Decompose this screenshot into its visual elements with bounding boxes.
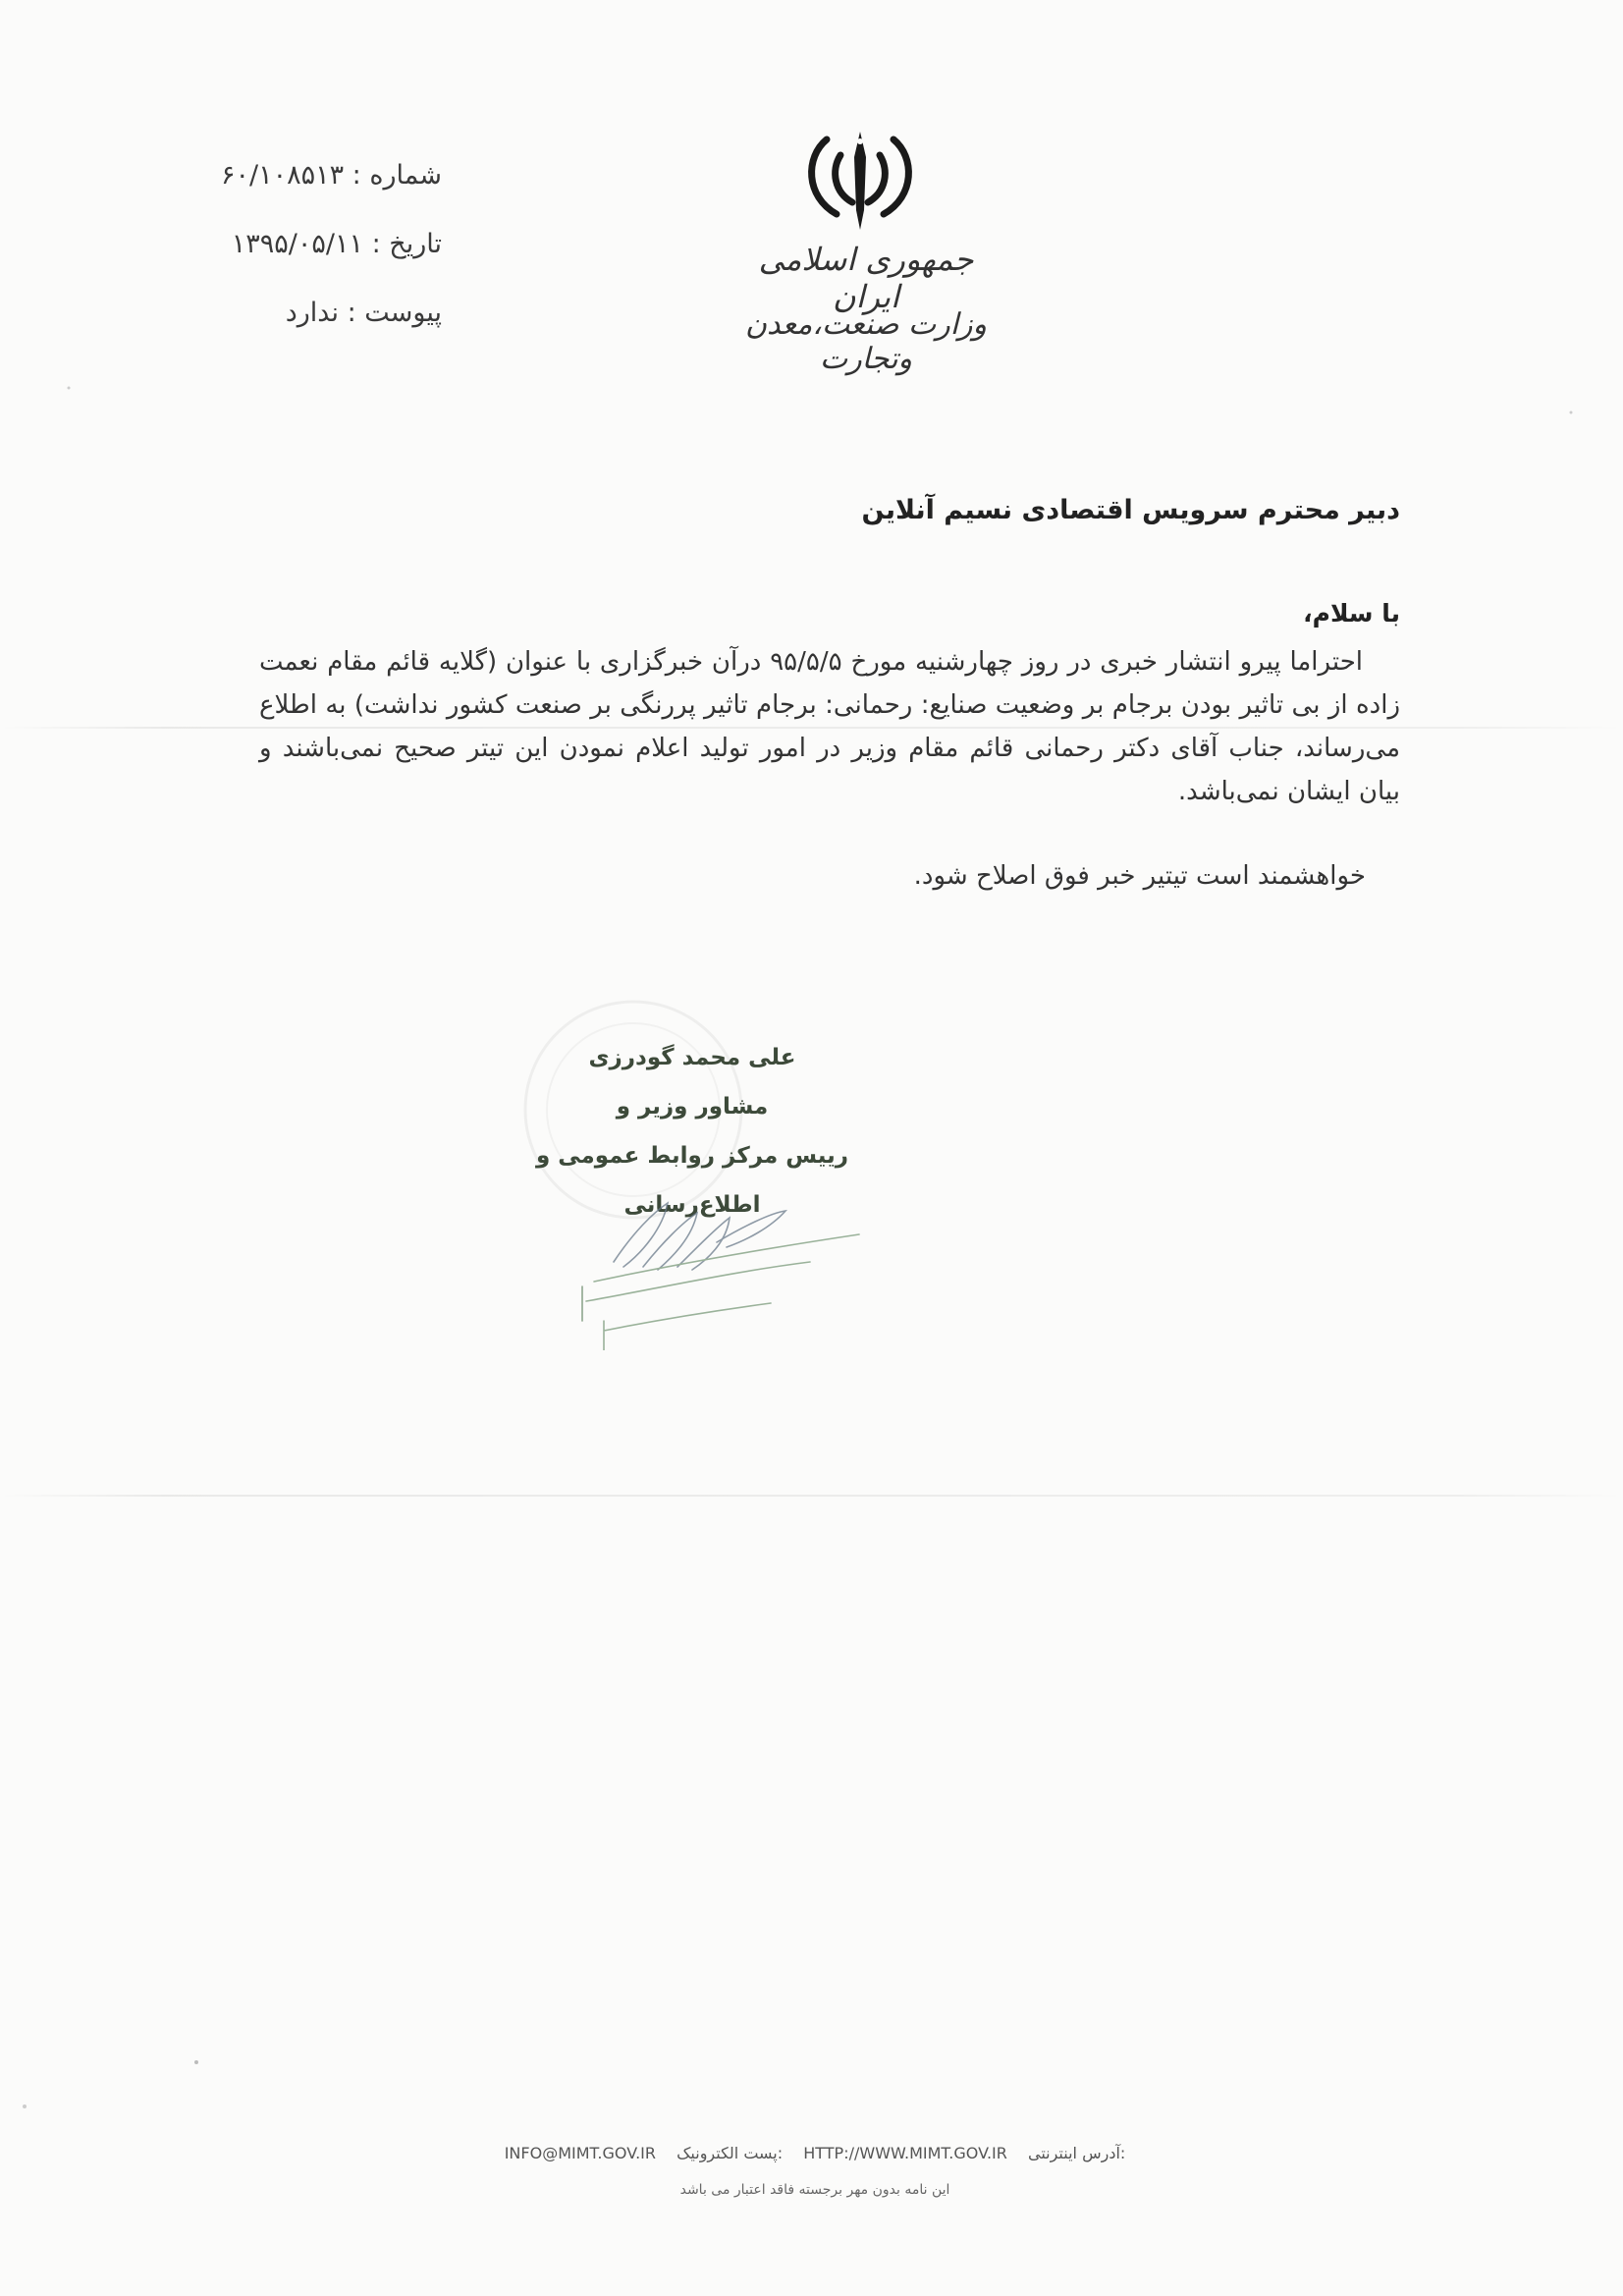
footer-website-label: آدرس اینترنتی: xyxy=(1027,2144,1126,2162)
handwritten-signature xyxy=(574,1174,869,1350)
letter-date: تاریخ : ۱۳۹۵/۰۵/۱۱ xyxy=(231,229,442,259)
signatory-name: علی محمد گودرزی xyxy=(588,1045,796,1070)
letter-number: شماره : ۶۰/۱۰۸۵۱۳ xyxy=(220,160,442,191)
footer-website[interactable]: HTTP://WWW.MIMT.GOV.IR xyxy=(803,2144,1007,2162)
addressee: دبیر محترم سرویس اقتصادی نسیم آنلاین xyxy=(861,495,1400,525)
closing-line: خواهشمند است تیتیر خبر فوق اصلاح شود. xyxy=(913,861,1366,891)
footer-email-label: پست الکترونیک: xyxy=(676,2144,784,2162)
signatory-office: رییس مرکز روابط عمومی و اطلاع‌رسانی xyxy=(535,1143,849,1218)
letter-meta xyxy=(221,141,442,348)
footer-contact xyxy=(461,2144,1168,2162)
iran-emblem-icon xyxy=(797,128,923,234)
country-name: جمهوری اسلامی ایران xyxy=(758,241,974,315)
greeting: با سلام، xyxy=(1303,599,1400,628)
footer-validity-note: این نامه بدون مهر برجسته فاقد اعتبار می باشد xyxy=(679,2182,950,2198)
letter-attachment: پیوست : ندارد xyxy=(285,298,442,328)
signatory-title: مشاور وزیر و xyxy=(616,1094,769,1120)
paper-fold-line xyxy=(0,1495,1623,1497)
body-paragraph: احتراما پیرو انتشار خبری در روز چهارشنیه مورخ ۹۵/۵/۵ درآن خبرگزاری با عنوان (گلایه قائم مقام نعمت زاده از بی تاثیر بودن برجام بر وضعیت صنایع: رحمانی: برجام تاثیر پررنگی بر صنعت کشور نداشت) به اطلاع می‌رساند، جناب آقای دکتر رحمانی قائم مقام وزیر در امور تولید اعلام نمودن این تیتر صحیح نمی‌باشند و بیان ایشان نمی‌باشد. xyxy=(259,647,1400,806)
footer-email[interactable]: INFO@MIMT.GOV.IR xyxy=(504,2144,656,2162)
letter-body xyxy=(259,640,1400,813)
ministry-name: وزارت صنعت،معدن وتجارت xyxy=(744,307,988,376)
